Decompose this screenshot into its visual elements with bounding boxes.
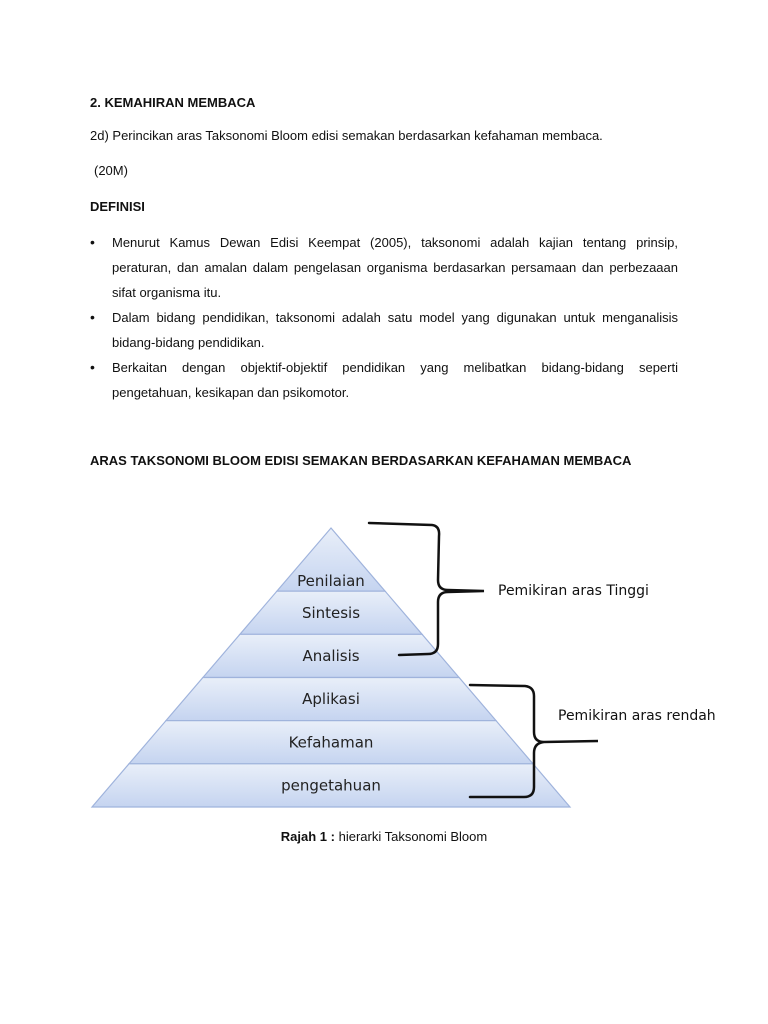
- caption-text: hierarki Taksonomi Bloom: [334, 829, 488, 844]
- definition-heading: DEFINISI: [90, 199, 145, 214]
- definition-item: • Menurut Kamus Dewan Edisi Keempat (2005), taksonomi adalah kajian tentang prinsip, peraturan, dan amalan dalam pengelasan organisma berdasarkan persamaan dan perbezaaan sifat organisma itu.: [90, 230, 678, 305]
- levels-heading: ARAS TAKSONOMI BLOOM EDISI SEMAKAN BERDASARKAN KEFAHAMAN MEMBACA: [90, 453, 632, 468]
- pyramid-level-label: Penilaian: [297, 572, 365, 591]
- figure-caption: [0, 829, 768, 844]
- pyramid-level-label: Analisis: [302, 646, 360, 665]
- definition-item: • Dalam bidang pendidikan, taksonomi adalah satu model yang digunakan untuk menganalisis bidang-bidang pendidikan.: [90, 305, 678, 355]
- definition-list: [90, 230, 678, 405]
- marks-text: (20M): [94, 163, 128, 178]
- pyramid-level-label: Sintesis: [301, 603, 361, 622]
- bloom-pyramid-diagram: [0, 500, 768, 810]
- pyramid-level-label: pengetahuan: [281, 776, 381, 795]
- section-heading: 2. KEMAHIRAN MEMBACA: [90, 95, 256, 110]
- caption-label: Rajah 1 :: [280, 829, 335, 844]
- pyramid-bands: [92, 528, 570, 807]
- pyramid-level-label: Aplikasi: [302, 690, 360, 709]
- low-order-label: Pemikiran aras rendah: [558, 708, 716, 724]
- pyramid-level-label: Kefahaman: [288, 733, 374, 752]
- definition-item: • Berkaitan dengan objektif-objektif pendidikan yang melibatkan bidang-bidang seperti pengetahuan, kesikapan dan psikomotor.: [90, 355, 678, 405]
- question-text: 2d) Perincikan aras Taksonomi Bloom edisi semakan berdasarkan kefahaman membaca.: [90, 128, 603, 143]
- high-order-label: Pemikiran aras Tinggi: [498, 583, 649, 599]
